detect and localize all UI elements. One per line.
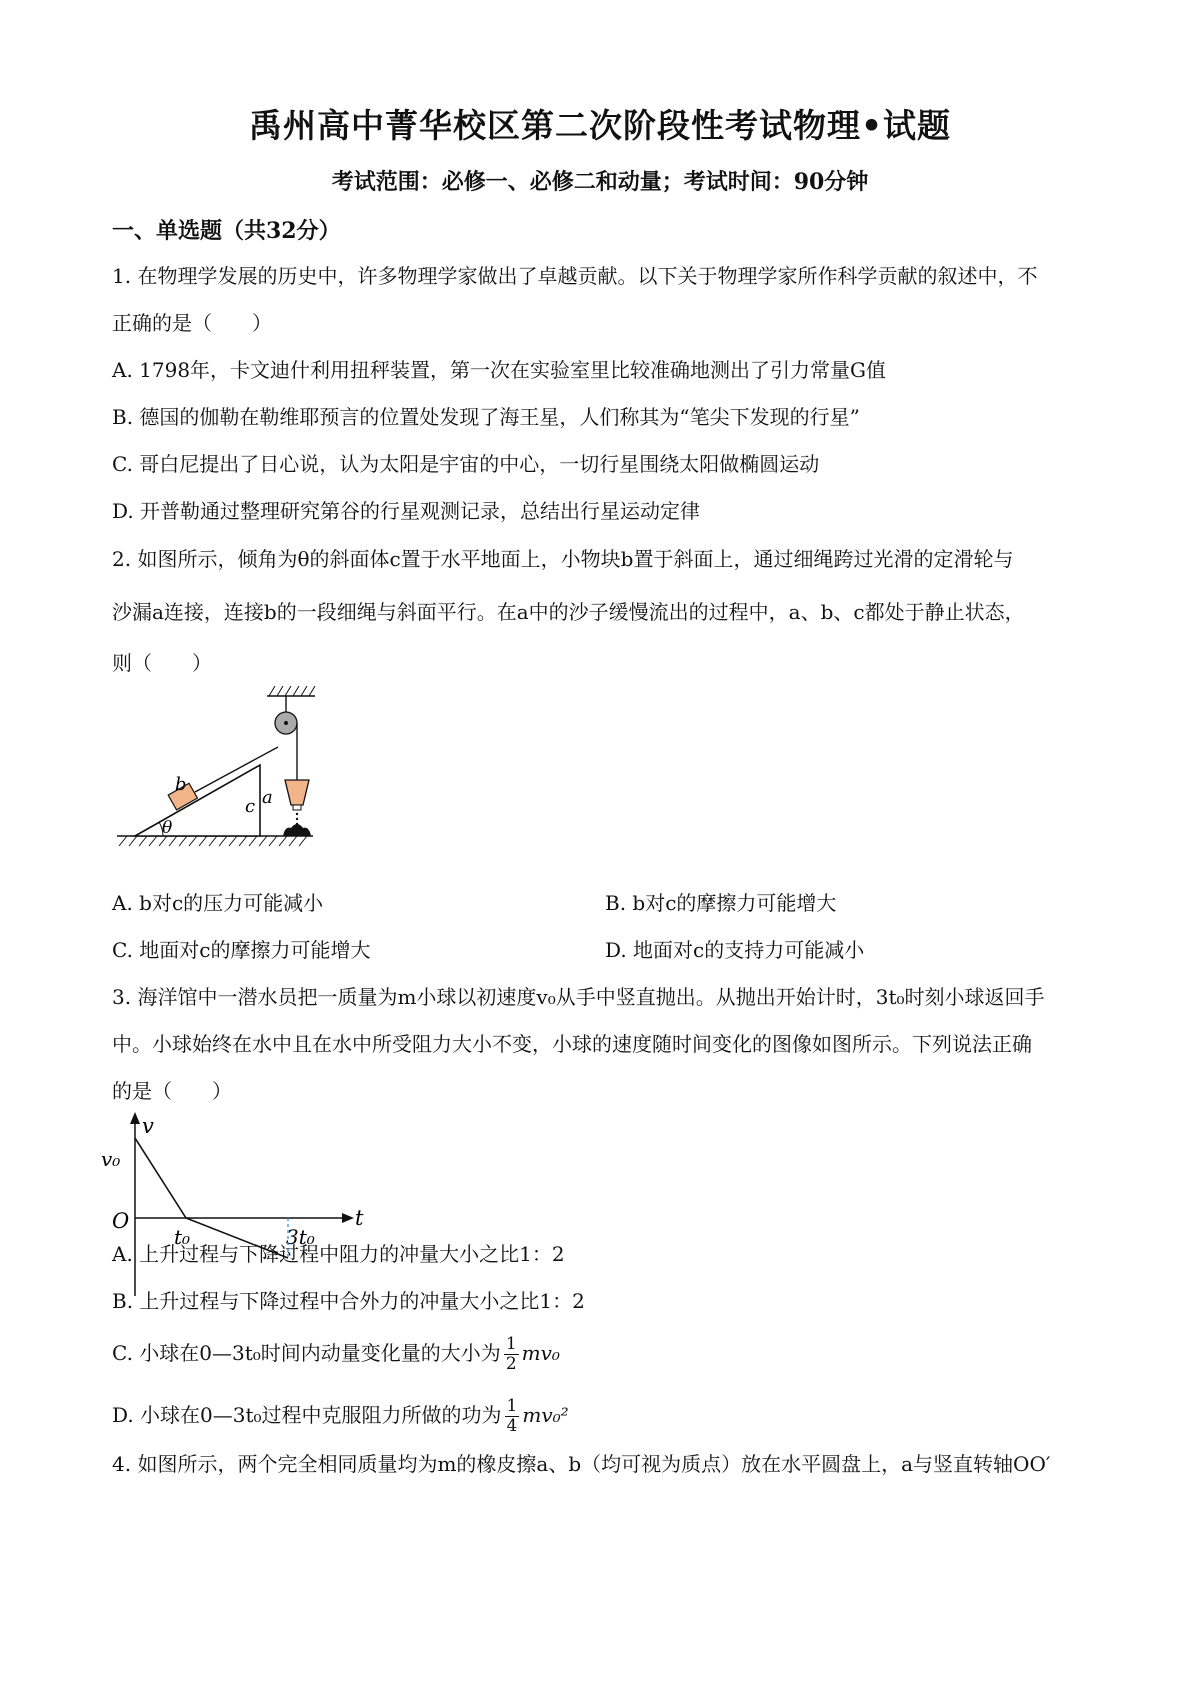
fraction-denominator: 2: [505, 1354, 517, 1374]
q2-stem-line2: 沙漏a连接，连接b的一段细绳与斜面平行。在a中的沙子缓慢流出的过程中，a、b、c都处于静止状态，: [112, 600, 1025, 624]
page-title: 禹州高中菁华校区第二次阶段性考试物理•试题: [248, 106, 952, 145]
q2-stem-line1: 2. 如图所示，倾角为θ的斜面体c置于水平地面上，小物块b置于斜面上，通过细绳跨过光滑的定滑轮与: [112, 547, 1014, 571]
q1-stem-line2: 正确的是（ ）: [112, 311, 272, 335]
velocity-time-graph: [100, 1108, 380, 1303]
q3-stem-line2: 中。小球始终在水中且在水中所受阻力大小不变，小球的速度随时间变化的图像如图所示。下列说法正确: [112, 1032, 1032, 1056]
label-b: b: [175, 774, 187, 795]
q3-stem-line3: 的是（ ）: [112, 1079, 232, 1103]
q3-option-d: [112, 1397, 569, 1436]
fraction-numerator: 1: [505, 1334, 517, 1354]
q3-option-d-text: D. 小球在0—3t₀过程中克服阻力所做的功为: [112, 1403, 502, 1427]
incline-pulley-figure: [105, 680, 365, 855]
x-tick-label-3t0: 3t₀: [286, 1225, 315, 1249]
q3-option-c-text: C. 小球在0—3t₀时间内动量变化量的大小为: [112, 1341, 501, 1365]
x-axis-label: t: [355, 1206, 364, 1230]
q1-option-c: C. 哥白尼提出了日心说，认为太阳是宇宙的中心，一切行星围绕太阳做椭圆运动: [112, 452, 820, 476]
y-axis-label: v: [142, 1114, 154, 1138]
q1-option-a: A. 1798年，卡文迪什利用扭秤装置，第一次在实验室里比较准确地测出了引力常量G值: [112, 358, 887, 382]
section-heading: 一、单选题（共32分）: [112, 218, 341, 244]
q3-option-b: B. 上升过程与下降过程中合外力的冲量大小之比1：2: [112, 1289, 585, 1313]
q2-option-a: A. b对c的压力可能减小: [112, 891, 324, 915]
sand-bucket-a: [285, 780, 309, 805]
q3-option-d-expression: mv₀²: [522, 1403, 569, 1427]
q3-option-a: A. 上升过程与下降过程中阻力的冲量大小之比1：2: [112, 1242, 565, 1266]
ground-hatch: [119, 836, 307, 846]
label-c: c: [245, 796, 256, 817]
fraction-one-quarter: [505, 1397, 520, 1436]
fraction-numerator: 1: [506, 1396, 518, 1416]
fraction-denominator: 4: [506, 1416, 518, 1436]
q2-option-c: C. 地面对c的摩擦力可能增大: [112, 938, 371, 962]
q2-option-d: D. 地面对c的支持力可能减小: [605, 938, 865, 962]
q3-stem-line1: 3. 海洋馆中一潜水员把一质量为m小球以初速度v₀从手中竖直抛出。从抛出开始计时，3t₀时刻小球返回手: [112, 985, 1045, 1009]
ceiling-hatch: [269, 686, 315, 696]
q2-stem-line3: 则（ ）: [112, 651, 212, 675]
y-tick-label-v0: v₀: [101, 1147, 121, 1171]
y-axis-arrow: [130, 1112, 140, 1124]
theta-label: θ: [162, 818, 173, 838]
incline-c: [135, 765, 260, 836]
falling-sand: [296, 813, 298, 825]
q1-option-d: D. 开普勒通过整理研究第谷的行星观测记录，总结出行星运动定律: [112, 499, 701, 523]
exam-scope-subtitle: 考试范围：必修一、必修二和动量；考试时间：90分钟: [331, 169, 869, 195]
label-a: a: [262, 787, 273, 808]
q1-option-b: B. 德国的伽勒在勒维耶预言的位置处发现了海王星，人们称其为“笔尖下发现的行星”: [112, 405, 860, 429]
sand-pile: [283, 824, 311, 836]
q3-option-c: [112, 1335, 560, 1374]
x-axis-arrow: [342, 1213, 354, 1223]
q1-stem-line1: 1. 在物理学发展的历史中，许多物理学家做出了卓越贡献。以下关于物理学家所作科学贡献的叙述中，不: [112, 264, 1038, 288]
fraction-one-half: [504, 1335, 519, 1374]
origin-label: O: [112, 1209, 130, 1233]
q2-option-b: B. b对c的摩擦力可能增大: [605, 891, 837, 915]
x-tick-label-t0: t₀: [174, 1225, 191, 1249]
q3-option-c-expression: mv₀: [521, 1341, 560, 1365]
q4-stem-line1: 4. 如图所示，两个完全相同质量均为m的橡皮擦a、b（均可视为质点）放在水平圆盘上，a与竖直转轴OO′: [112, 1452, 1051, 1476]
